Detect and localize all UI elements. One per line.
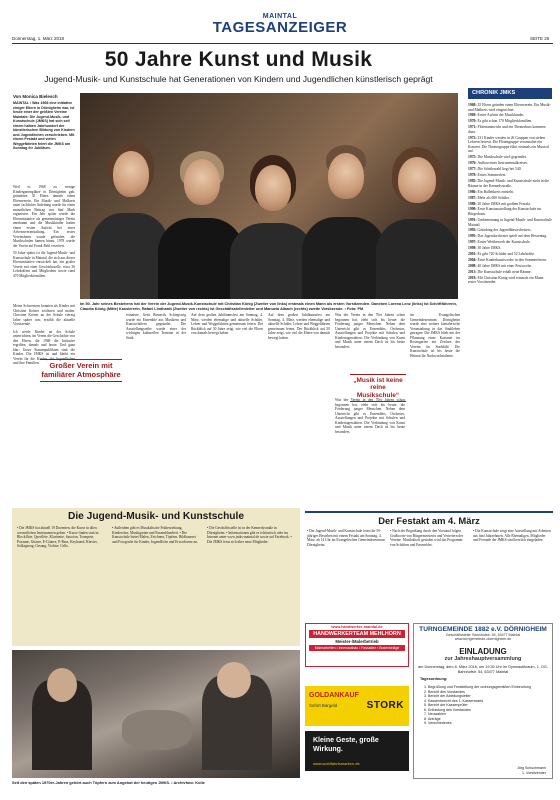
chronik-year: 2008: (468, 264, 478, 269)
chronik-year: 1976: (468, 161, 478, 166)
chronik-entry (468, 113, 552, 118)
article-headline: 50 Jahre Kunst und Musik (104, 48, 373, 71)
chronik-entry (468, 270, 552, 275)
info-box-column: • Die JMKS hat aktuell 19 Dozenten, die Kurse in allen wesentlichen Instrumenten geben. • Kurse finden statt in: Blockflöte, Querflöte, Klarinette, Saxofon, Trompete, Posaune, Gitarre, E-Gitarre, E-Bass, Keyboard, Klavier, Schlagzeug, Gesang, Violine, Cello. (17, 526, 100, 549)
chronik-year: 1975: (468, 155, 478, 160)
chronik-text: 40 Jahre JMKS mit einer Festwoche. (477, 264, 533, 269)
signature (517, 766, 546, 775)
chronik-entry (468, 246, 552, 251)
chronik-entry (468, 264, 552, 269)
article-column-1 (13, 185, 75, 510)
article-column-2: erinnerte, Gerti Bienerth, Schiegswig wurde ein Ensemble aus Musikern und Kunstschülern gegründet. Die Ausstellungsreihe wurde einer der wichtigen kulturellen Termine in der Stadt. (126, 313, 186, 340)
chronik-text: Die Schülerzahl liegt bei 540. (477, 167, 522, 172)
masthead-title: TAGESANZEIGER (212, 19, 348, 36)
article-column-6: im Evangelischen Gemeindezentrum Dörnigheim wurde eine weitere künstlerische Veranstaltung in das Stadtleben getragen. Die JMKS blieb mit der Pflanzung einer Kastanie im Rosengarten ein Zeichen des Vereins im Stadtbild. Die Kunstschule ist bis heute die Heimat für Nachwuchstalente. (410, 313, 460, 358)
chronik-text: Die Kunstschule erhält neue Räume. (477, 270, 532, 274)
chronik-entry (468, 228, 552, 233)
chronik-entry (468, 234, 552, 239)
ad-title: HANDWERKERTEAM MEHLHORN (309, 630, 405, 638)
agenda-item: 8. Anträge (428, 717, 546, 722)
ad-services: Malerarbeiten • Innenausbau • Fassaden • Bodenbeläge (309, 645, 405, 651)
chronik-text: Mit Christian König wird erstmals ein Mann erster Vorsitzender. (468, 275, 544, 285)
chronik-list (468, 103, 552, 286)
chronik-entry (468, 155, 552, 160)
turngemeinde-title: TURNGEMEINDE 1882 e.V. DÖRNIGHEIM (419, 626, 547, 633)
article-paragraph: Ich werde Kinder an der Schule unterrichten, im Verein die Geschichte von den Eltern, die 1968 die Initiative ergriffen, damals und heute. Und ganz klar: Unser Stammpublikum sind die Kinder. Die JMKS ist und bleibt ein Verein für die Kinder, die Jugendlichen und ihre Familien. (13, 329, 75, 365)
chronik-text: Erste Kinderkunstwoche in den Sommerferien. (477, 258, 547, 263)
ad-goldankauf-title: GOLDANKAUF (309, 692, 359, 699)
chronik-entry (468, 119, 552, 124)
agenda-item: 9. Verschiedenes (428, 721, 546, 726)
chronik-text: Gründung des Jugendblasorchesters. (477, 228, 532, 233)
ad-url: www.wohlfahrtsmarken.de (313, 761, 360, 766)
article-paragraph: Weil es 1968 zu wenige Kindergartenplätze in Dörnigheim gab, gründeten 35 Eltern damals einen Elternverein. Ein Musik- und Malkreis unter fachlicher Anleitung wurde für einen monatlichen Beitrag von fünf Mark organisiert. Ein Jahr später wurde die Elterninitiative als gemeinnütziger Verein anerkannt und die Musikkinder hatten einen ersten Auftritt bei einer Adventsveranstaltung. Ein erstes Vereinsheim wurde gefunden, die Musikschulen kamen hinzu. 1978 wurde der Verein auf Frank Behl erweitert. (13, 185, 75, 248)
article-column-5: Was der Verein in den 70er Jahren schon begonnen hat, zieht sich bis heute: die Förderung junger Menschen. Neben dem Unterricht gibt es Ensembles, Orchester, Ausstellungen und Projekte mit Schulen und Kindertagesstätten. Die Verbindung von Kunst und Musik unter einem Dach ist bis heute besonders. (335, 313, 405, 349)
ad-handwerker[interactable] (305, 623, 409, 667)
chronik-entry (468, 161, 552, 166)
article-paragraph: Meine Schwestern konnten als Kinder mit Christine Kröner zeichnen und malen, Christine Kröner an der Schule vierzig Jahre später war, erzählt die aktuelle Vorsitzende. (13, 304, 75, 326)
festakt-title: Der Festakt am 4. März (378, 515, 480, 526)
info-box-festakt (305, 511, 553, 616)
chronik-entry (468, 258, 552, 263)
article-column-3: Auf dem großen Jubiläumsfest am Sonntag, 4. März, werden ehemalige und aktuelle Schüler, Lehrer und Weggefährten gemeinsam feiern. Der Rückblick auf 50 Jahre zeigt, wie viel die Eltern von damals bewegt haben. (191, 313, 263, 335)
agenda-item: 3. Bericht der Abteilungsleiter (428, 694, 546, 699)
einladung-title: EINLADUNG (459, 646, 507, 656)
chronik-year: 1971: (468, 125, 478, 130)
ad-goldankauf[interactable] (305, 686, 409, 726)
info-box-column: • Außerdem gibt es Musikalische Früherziehung, Kinderchor, Musikgarten und Ensemblearbeit. • Die Kunstschule bietet Malen, Zeichnen, Töpfern, Bildhauerei und Fotografie für Kinder, Jugendliche und Erwachsene an. (112, 526, 198, 544)
agenda-item: 5. Bericht der Kassenprüfer (428, 703, 546, 708)
chronik-title: CHRONIK JMKS (468, 88, 552, 99)
chronik-text: Umbenennung in Jugend-Musik- und Kunstschule Maintal. (468, 217, 552, 227)
ad-turngemeinde (413, 623, 553, 779)
chronik-text: Ein Ballettkreis entsteht. (477, 189, 514, 194)
chronik-year: 1987: (468, 195, 478, 200)
ad-subtitle: Meister-/Malerbetrieb (335, 639, 379, 644)
chronik-year: 1995: (468, 234, 478, 239)
chronik-year: 1978: (468, 173, 478, 178)
chronik-text: Es gibt schon 170 Mitgliedsfamilien. (477, 119, 533, 124)
agenda-title: Tagesordnung: (420, 677, 448, 682)
page-number: SEITE 25 (530, 36, 550, 41)
chronik-entry (468, 252, 552, 257)
chronik-text: Erster Wettbewerb der Kunstschule. (477, 240, 531, 245)
info-box-jmks (12, 508, 300, 646)
chronik-year: 1969: (468, 113, 478, 118)
chronik-year: 1986: (468, 189, 478, 194)
chronik-entry (468, 218, 552, 227)
chronik-year: 1997: (468, 240, 478, 245)
chronik-year: 2013: (468, 270, 478, 274)
ad-url: www.handwerker-maintal.de (331, 625, 383, 629)
issue-date: Donnerstag, 1. März 2018 (12, 36, 65, 41)
chronik-text: Flötenunterricht und ein Theaterkurs kommen dazu. (468, 125, 546, 134)
signature-name: Jörg Schuchmann (517, 766, 546, 770)
chronik-entry (468, 125, 552, 134)
chronik-year: 1972: (468, 135, 478, 140)
ad-goldankauf-sub: Sofort Bargeld (309, 703, 338, 708)
pottery-caption: Seit den späten 1970er-Jahren gehört auch Töpfern zum Angebot der heutigen JMKS. • Archivfoto: Kolle (12, 780, 205, 785)
chronik-entry (468, 196, 552, 201)
chronik-text: 231 Kinder werden in 26 Gruppen von sieben Lehrern betreut. Die Flötengruppe veranstaltet ein Konzert. Die Theatergruppe führt erstmals ein Musical auf. (468, 135, 549, 154)
ad-goldankauf-brand: STORK (366, 700, 404, 711)
chronik-text: Die Musikschule wird gegründet. (477, 155, 527, 160)
chronik-year: 1983: (468, 179, 478, 184)
chronik-text: Mehr als 600 Schüler. (477, 195, 510, 200)
chronik-year: 2018: (468, 275, 478, 280)
info-box-column: • Die Geschäftsstelle ist in der Kennedystraße in Dörnigheim. • Informationen gibt es telefonisch oder im Internet unter www.jmks-maintal.de sowie auf Facebook. • Die JMKS freut sich über neue Mitglieder. (207, 526, 292, 544)
festakt-column: • Die Kunstschule zeigt eine Ausstellung mit Arbeiten aus fünf Jahrzehnten. Alle Ehemaligen, Mitglieder und Freunde der JMKS sind herzlich eingeladen. (473, 529, 551, 543)
festakt-column: • Nach der Begrüßung durch den Vorstand folgen Grußworte von Bürgermeisterin und Vertretern der Vereine. Musikalisch gestaltet wird das Programm von Schülern und Ensembles. (390, 529, 464, 547)
turngemeinde-address: Geschäftsstelle: Bahnhofstr. 54, 63477 Maintal (445, 633, 521, 637)
article-author: Von Monica Bielesch (13, 94, 58, 99)
agenda-item: 1. Begrüßung und Feststellung der ordnungsgemäßen Einberufung (428, 685, 546, 690)
chronik-text: Erster Auftritt der Musikkinder. (477, 113, 525, 118)
chronik-year: 1988: (468, 201, 478, 206)
chronik-year: 2004: (468, 258, 478, 263)
chronik-year: 1977: (468, 167, 478, 172)
chronik-entry (468, 179, 552, 188)
einladung-subtitle: zur Jahreshauptversammlung (444, 655, 522, 662)
masthead (0, 13, 560, 35)
chronik-entry (468, 207, 552, 216)
chronik-year: 1993: (468, 228, 478, 233)
chronik-year: 1968: (468, 103, 478, 107)
chronik-entry (468, 240, 552, 245)
chronik-entry (468, 103, 552, 112)
ad-slogan: Kleine Geste, große Wirkung. (313, 737, 379, 753)
chronik-text: Die Jugend-Musik- und Kunstschule zieht in die Räume in der Kennedystraße. (468, 179, 550, 188)
agenda-item: 2. Bericht des Vorstandes (428, 690, 546, 695)
agenda-list (428, 685, 546, 726)
article-column-4: Auf dem großen Jubiläumsfest am Sonntag, 4. März, werden ehemalige und aktuelle Schüler, Lehrer und Weggefährten gemeinsam feiern. Der Rückblick auf 50 Jahre zeigt, wie viel die Eltern von damals bewegt haben. (268, 313, 330, 340)
photo-caption: Im 50. Jahr seines Bestehens hat der Verein der Jugend-Musik-Kunstschule mit Christian König (Zweiter von links) erstmals einen Mann als ersten Vorsitzenden. Daneben Lorena Lenz (links) Ist Schriftführerin, Claudia König (Mitte) Kassiererin, Rafael Lindhardt (Zweiter von rechts) ist Geschäftsstellenleiter und Manuela Albach (rechts) zweite Vorsitzende. • Foto: PM (80, 302, 457, 311)
chronik-year: 1990: (468, 207, 478, 212)
festakt-column: • Der Jugend-Musik- und Kunstschule feiert ihr 50-jähriges Bestehen mit einem Festakt am Sonntag, 4. März, ab 14 Uhr im Evangelischen Gemeindezentrum Dörnigheim. (307, 529, 385, 547)
einladung-info: am Donnerstag, dem 8. März 2018, um 19.30 Uhr im Gymnastikraum, 1. OG, Bahnhofstr. 54, 63477 Maintal (418, 664, 548, 674)
chronik-text: Aufbau eines Instrumentalkreises. (477, 161, 528, 166)
agenda-item: 6. Entlastung des Vorstandes (428, 708, 546, 713)
ad-wohlfahrtsmarken[interactable] (305, 731, 409, 771)
info-box-title: Die Jugend-Musik- und Kunstschule (67, 511, 245, 522)
signature-role: 1. Vorsitzender (522, 770, 546, 775)
chronik-text: 20 Jahre JMKS mit großem Festakt. (477, 201, 531, 206)
agenda-item: 4. Kassenbericht des 1. Kassenwarts (428, 699, 546, 704)
chronik-entry (468, 167, 552, 172)
pottery-photo (12, 650, 300, 778)
chronik-text: 30 Jahre JMKS. (477, 246, 502, 251)
chronik-year: 1998: (468, 246, 478, 251)
chronik-year: 1970: (468, 119, 478, 124)
chronik-entry (468, 276, 552, 285)
masthead-city: MAINTAL (262, 13, 298, 20)
chronik-entry (468, 190, 552, 195)
article-column-5b: Was der Verein in den 70er Jahren schon begonnen hat, zieht sich bis heute: die Förderung junger Menschen. Neben dem Unterricht gibt es Ensembles, Orchester, Ausstellungen und Projekte mit Schulen und Kindertagesstätten. Die Verbindung von Kunst und Musik unter einem Dach ist bis heute besonders. (335, 398, 405, 434)
header-rule (12, 43, 553, 44)
group-photo (80, 93, 458, 299)
chronik-text: Erste Kunstausstellung der Kunstschule im Bürgerhaus. (468, 207, 542, 217)
article-lead: MAINTAL • Was 1968 eine Initiative einiger Eltern in Dörnigheim war, ist heute einer der größten Vereine Maintals: Die Jugend-Musik- und Kunstschule (JMKS) hat sich seit einem halben Jahrhundert der künstlerischen Bildung von Kindern und Jugendlichen verschrieben. Mit einem Festakt und vielen Weggefährten feiert die JMKS am Sonntag ihr Jubiläum. (13, 101, 75, 150)
chronik-text: 35 Eltern gründen einen Elternverein. Ein Musik- und Malkreis wird eingerichtet. (468, 103, 551, 112)
chronik-entry (468, 136, 552, 154)
chronik-text: Es gibt 720 Schüler und 52 Lehrkräfte. (477, 252, 535, 257)
pull-quote: „Musik ist keine reine Musikschule“ (350, 374, 406, 402)
article-subhead: Jugend-Musik- und Kunstschule hat Generationen von Kindern und Jugendlichen künstlerisch geprägt (44, 74, 433, 84)
chronik-year: 1991: (468, 217, 478, 222)
article-paragraph: 50 Jahre später ist die Jugend-Musik- und Kunstschule in Maintal, die sich aus dieser Elterninitiative entwickelt hat, ein großer Verein mit einer Geschäftsstelle, etwa 36 Lehrkräften und Mitgliedern sowie rund 470 Mitgliedsfamilien. (13, 251, 75, 278)
chronik-text: Das Jugendorchester spielt auf dem Hessentag. (477, 234, 547, 239)
turngemeinde-url: www.turngemeinde-doernigheim.de (454, 637, 512, 642)
pull-quote: Großer Verein mit familiärer Atmosphäre (40, 359, 122, 382)
chronik-text: Erstes Sommerfest. (477, 173, 507, 178)
agenda-item: 7. Neuwahlen (428, 712, 546, 717)
chronik-entry (468, 173, 552, 178)
chronik-year: 2001: (468, 252, 478, 257)
chronik-entry (468, 202, 552, 207)
